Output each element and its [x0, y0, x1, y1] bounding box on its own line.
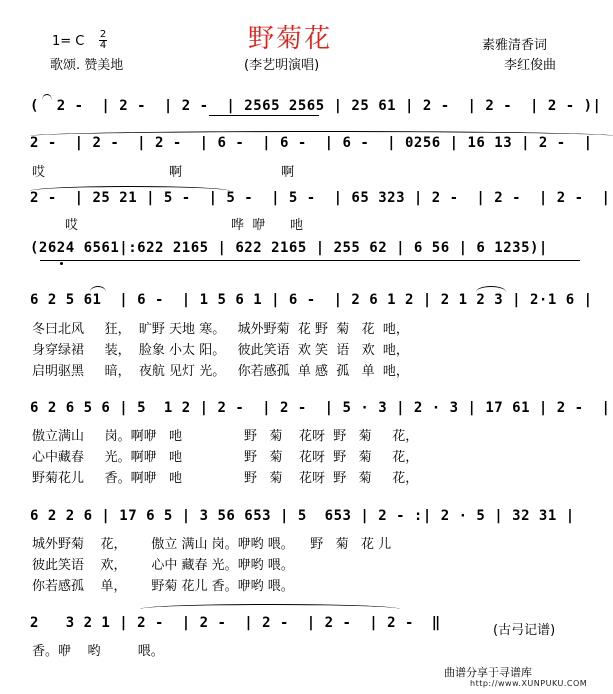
time-signature-bottom: 4	[99, 40, 107, 51]
tie-mark	[476, 286, 506, 292]
score-line-7: 6 2 2 6 | 17 6 5 | 3 56 653 | 5 653 | 2 - :| 2 · 5 | 32 31 |	[30, 508, 575, 524]
time-signature	[99, 30, 107, 51]
beam-line	[40, 260, 580, 261]
tie-mark	[90, 286, 106, 292]
tie-mark	[42, 94, 52, 100]
lyric-verse-3c: 你若感孤 单， 野菊 花儿 香。咿哟 喂。	[32, 579, 294, 594]
lyric-verse-3b: 野菊花儿 香。啊咿 吔 野 菊 花呀 野 菊 花，	[32, 471, 419, 486]
score-line-6: 6 2 6 5 6 | 5 1 2 | 2 - | 2 - | 5 · 3 | 2 · 3 | 17 61 | 2 - |	[30, 400, 611, 416]
score-line-2: 2 - | 2 - | 2 - | 6 - | 6 - | 6 - | 0256 | 16 13 | 2 - |	[30, 135, 593, 151]
footer-url[interactable]: http://www.XUNPUKU.COM	[470, 679, 588, 688]
lyric-intro-2: 哎 哗 咿 吔	[32, 218, 304, 233]
lyric-verse-1b: 傲立满山 岗。啊咿 吔 野 菊 花呀 野 菊 花，	[32, 429, 419, 444]
song-title: 野菊花	[248, 24, 333, 54]
score-line-3: 2 - | 25 21 | 5 - | 5 - | 5 - | 65 323 | 2 - | 2 - | 2 - |	[30, 190, 611, 206]
lyricist-label: 素雅清香词	[482, 38, 548, 53]
lyric-verse-2b: 心中藏春 光。啊咿 吔 野 菊 花呀 野 菊 花，	[32, 450, 419, 465]
lyric-verse-3a: 启明驱黑 暗， 夜航 见灯 光。 你若感孤 单 感 孤 单 吔，	[32, 364, 409, 379]
lyric-verse-1a: 冬曰北风 狂， 旷野 天地 寒。 城外野菊 花 野 菊 花 吔，	[32, 322, 409, 337]
score-line-5: 6 2 5 61 | 6 - | 1 5 6 1 | 6 - | 2 6 1 2 | 2 1 2 3 | 2·1 6 |	[30, 292, 593, 308]
score-line-1: ( 2 - | 2 - | 2 - | 2565 2565 | 25 61 | 2 - | 2 - | 2 - )|	[30, 98, 602, 114]
lyric-verse-2c: 彼此笑语 欢， 心中 藏春 光。咿哟 喂。	[32, 558, 294, 573]
lyric-intro-1: 哎 啊 啊	[32, 165, 295, 180]
octave-dot	[60, 262, 63, 265]
composer-label: 李红俊曲	[504, 58, 557, 73]
footer-text: 曲谱分享于寻谱库	[444, 666, 532, 679]
tie-mark	[30, 186, 230, 191]
lyric-verse-1c: 城外野菊 花， 傲立 满山 岗。咿哟 喂。 野 菊 花 儿	[32, 537, 392, 552]
lyric-ending: 香。咿 哟 喂。	[32, 644, 164, 659]
score-line-4: (2624 6561|:622 2165 | 622 2165 | 255 62 | 6 56 | 6 1235)|	[30, 240, 548, 256]
beam-line	[209, 115, 319, 116]
transcriber-note: (古弓记谱)	[493, 623, 556, 638]
lyric-verse-2a: 身穿绿裙 装， 脸象 小太 阳。 彼此笑语 欢 笑 语 欢 吔，	[32, 343, 409, 358]
genre-label: 歌颂. 赞美地	[50, 58, 124, 73]
singer-label: (李艺明演唱)	[244, 58, 320, 73]
score-line-8: 2 3 2 1 | 2 - | 2 - | 2 - | 2 - | 2 - ‖	[30, 615, 441, 631]
tie-mark	[140, 604, 400, 609]
key-signature: 1= C	[52, 34, 85, 49]
time-signature-top: 2	[99, 29, 107, 40]
tie-mark	[30, 131, 613, 136]
